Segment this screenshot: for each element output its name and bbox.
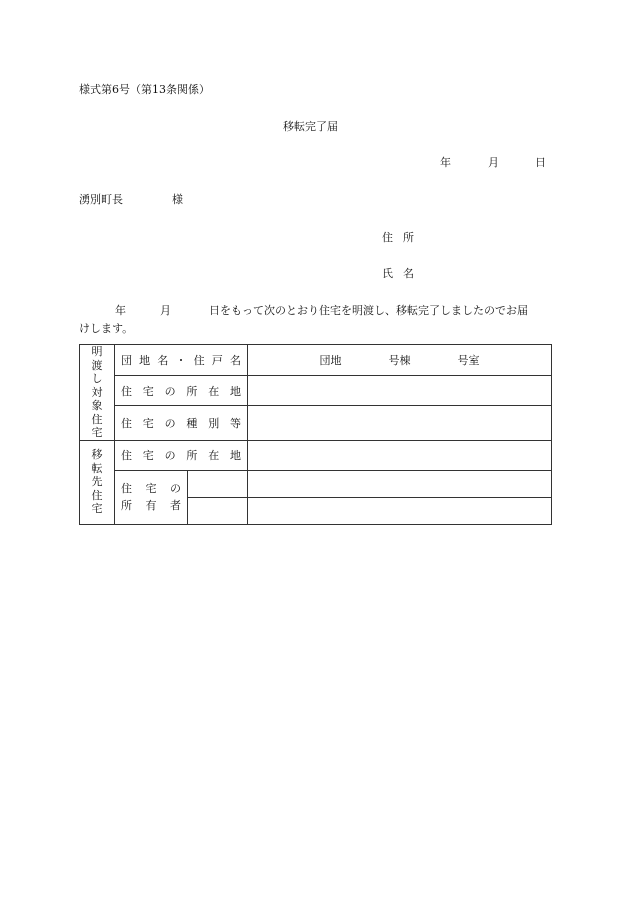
date-month-label: 月 bbox=[488, 156, 499, 169]
owner-value-1[interactable] bbox=[248, 470, 552, 497]
room-label: 号室 bbox=[457, 354, 480, 368]
destination-location-value[interactable] bbox=[248, 440, 552, 470]
section-destination-header bbox=[80, 440, 115, 524]
addressee-honorific: 様 bbox=[172, 193, 183, 206]
body-year-label: 年 bbox=[115, 304, 126, 317]
form-number: 様式第6号（第13条関係） bbox=[79, 83, 210, 96]
section-destination-label: 移転先住宅 bbox=[91, 448, 103, 516]
date-day-label: 日 bbox=[535, 156, 546, 169]
location-label: 住宅の所在地 bbox=[115, 376, 248, 405]
table-row bbox=[80, 470, 552, 497]
applicant-address-label: 住所 bbox=[382, 231, 424, 244]
table-row bbox=[80, 345, 552, 376]
applicant-name-label: 氏名 bbox=[382, 267, 424, 280]
section-vacate-label: 明渡し対象住宅 bbox=[91, 345, 103, 439]
table-row bbox=[80, 376, 552, 405]
location-value[interactable] bbox=[248, 376, 552, 405]
body-text-line2: けします。 bbox=[79, 322, 134, 335]
complex-unit-name-value[interactable] bbox=[248, 345, 552, 376]
owner-subfield-1[interactable] bbox=[188, 470, 248, 497]
owner-label-line2: 所有者 bbox=[121, 499, 181, 512]
document-title: 移転完了届 bbox=[283, 120, 338, 133]
owner-label bbox=[115, 470, 188, 524]
owner-subfield-2[interactable] bbox=[188, 497, 248, 524]
body-month-label: 月 bbox=[160, 304, 171, 317]
section-vacate-header bbox=[80, 345, 115, 441]
body-text-line1: 日をもって次のとおり住宅を明渡し、移転完了しましたのでお届 bbox=[209, 304, 528, 317]
addressee-name: 湧別町長 bbox=[79, 193, 123, 206]
owner-label-line1: 住宅の bbox=[121, 482, 181, 495]
table-row bbox=[80, 440, 552, 470]
destination-location-label: 住宅の所在地 bbox=[115, 440, 248, 470]
complex-label: 団地 bbox=[319, 354, 342, 368]
complex-unit-name-label: 団地名・住戸名 bbox=[115, 345, 248, 376]
type-label: 住宅の種別等 bbox=[115, 405, 248, 440]
type-value[interactable] bbox=[248, 405, 552, 440]
table-row bbox=[80, 405, 552, 440]
transfer-table bbox=[79, 344, 552, 525]
date-year-label: 年 bbox=[440, 156, 451, 169]
owner-value-2[interactable] bbox=[248, 497, 552, 524]
building-label: 号棟 bbox=[388, 354, 411, 368]
